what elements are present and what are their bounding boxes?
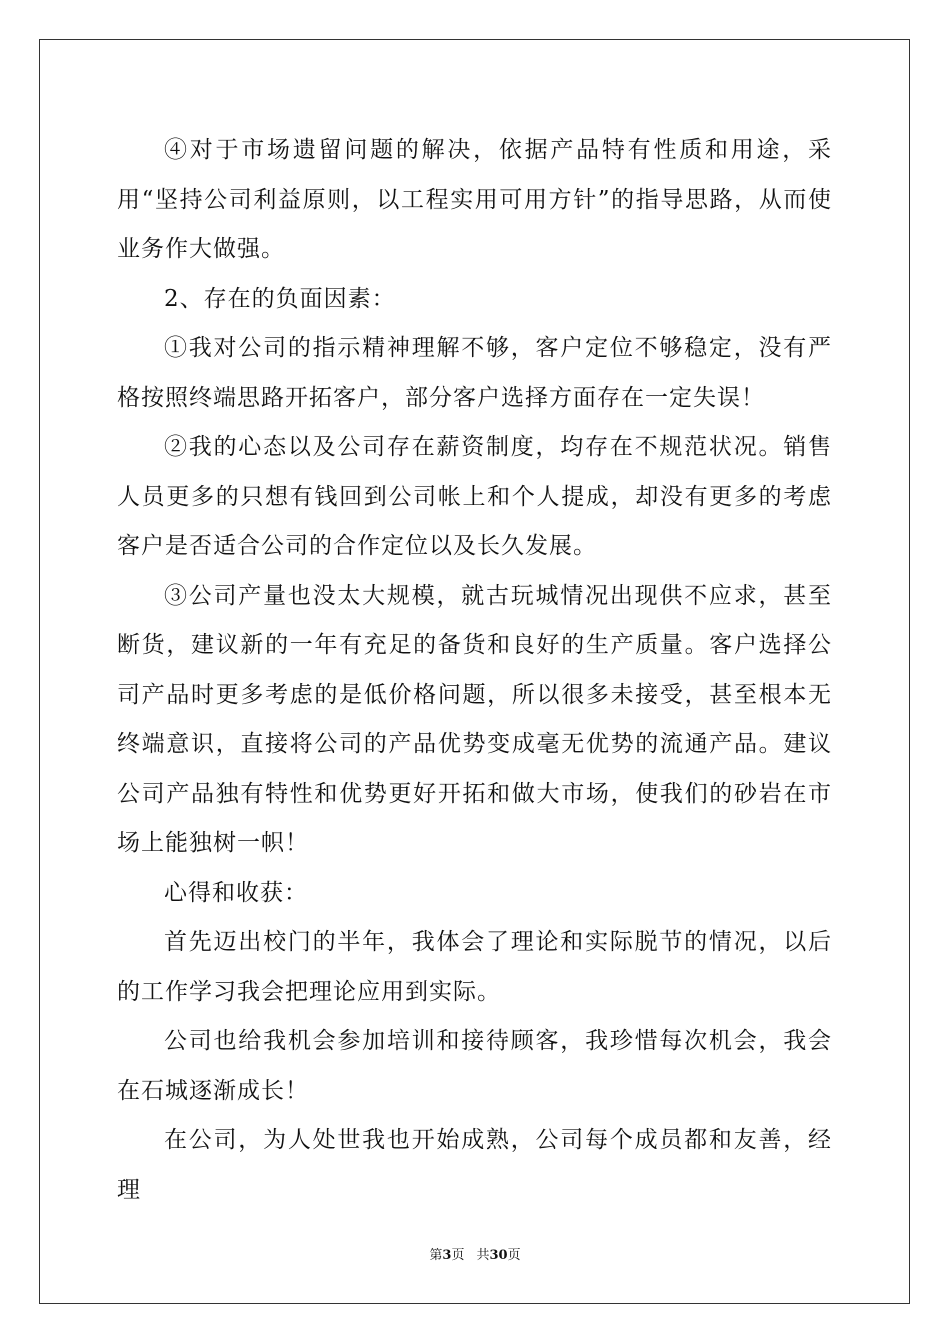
- paragraph-gains-3: 在公司，为人处世我也开始成熟，公司每个成员都和友善，经理: [117, 1127, 832, 1203]
- page-footer: [0, 1246, 950, 1266]
- page-number: 3: [442, 1248, 452, 1263]
- total-prefix: 共: [476, 1248, 490, 1263]
- total-suffix: 页: [507, 1248, 521, 1263]
- section-heading-negative-factors: 2、存在的负面因素：: [164, 285, 396, 312]
- paragraph-negative-1: ①我对公司的指示精神理解不够，客户定位不够稳定，没有严格按照终端思路开拓客户，部分客户选择方面存在一定失误！: [117, 335, 832, 411]
- paragraph-item-4-solution: ④对于市场遗留问题的解决，依据产品特有性质和用途，采用“坚持公司利益原则，以工程实用可用方针”的指导思路，从而使业务作大做强。: [117, 137, 832, 262]
- paragraph-gains-1: 首先迈出校门的半年，我体会了理论和实际脱节的情况，以后的工作学习我会把理论应用到实际。: [117, 929, 832, 1005]
- document-body: [117, 126, 832, 1215]
- section-heading-gains: 心得和收获：: [164, 879, 308, 906]
- total-pages: 30: [489, 1248, 508, 1263]
- paragraph-negative-3: ③公司产量也没太大规模，就古玩城情况出现供不应求，甚至断货，建议新的一年有充足的备货和良好的生产质量。客户选择公司产品时更多考虑的是低价格问题，所以很多未接受，甚至根本无终端意识，直接将公司的产品优势变成毫无优势的流通产品。建议公司产品独有特性和优势更好开拓和做大市场，使我们的砂岩在市场上能独树一帜！: [117, 582, 832, 856]
- page-prefix: 第: [429, 1248, 443, 1263]
- page-suffix: 页: [451, 1248, 465, 1263]
- paragraph-negative-2: ②我的心态以及公司存在薪资制度，均存在不规范状况。销售人员更多的只想有钱回到公司帐上和个人提成，却没有更多的考虑客户是否适合公司的合作定位以及长久发展。: [117, 434, 832, 559]
- paragraph-gains-2: 公司也给我机会参加培训和接待顾客，我珍惜每次机会，我会在石城逐渐成长！: [117, 1028, 832, 1104]
